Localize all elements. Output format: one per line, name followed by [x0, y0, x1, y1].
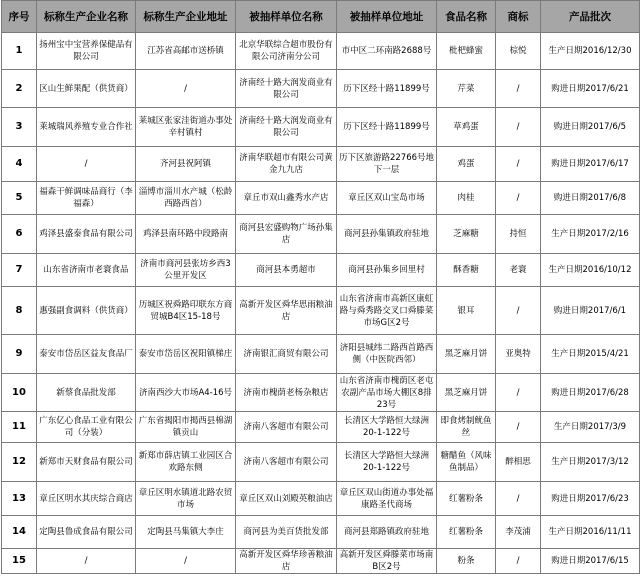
- table-row: [2, 182, 640, 215]
- table-row: [2, 412, 640, 443]
- cell-food-name: 即食烤制鱿鱼丝: [437, 412, 496, 443]
- cell-sampled-unit-name: 商河县为美百货批发部: [236, 516, 337, 549]
- cell-food-name: 肉桂: [437, 182, 496, 215]
- cell-producer-address: /: [136, 549, 236, 574]
- table-row: [2, 147, 640, 182]
- table-row: [2, 549, 640, 574]
- cell-batch: 生产日期2017/3/9: [541, 412, 640, 443]
- cell-producer-name: 新郑市天财食品有限公司: [37, 443, 136, 482]
- cell-sampled-unit-name: 济南经十路大润发商业有限公司: [236, 70, 337, 108]
- cell-sampled-unit-address: 市中区二环南路2688号: [337, 33, 437, 70]
- table-row: [2, 287, 640, 335]
- table-row: [2, 443, 640, 482]
- cell-producer-name: 定陶县鲁成食品有限公司: [37, 516, 136, 549]
- cell-sampled-unit-address: 商河县郑路镇政府驻地: [337, 516, 437, 549]
- cell-batch: 购进日期2017/6/23: [541, 482, 640, 516]
- cell-producer-address: 历城区祝舜路印联东方商贸城B4区15-18号: [136, 287, 236, 335]
- cell-producer-name: 福森干鲜调味品商行（李福森）: [37, 182, 136, 215]
- cell-batch: 生产日期2015/4/21: [541, 335, 640, 374]
- cell-batch: 购进日期2017/6/21: [541, 70, 640, 108]
- cell-producer-address: 济南西沙大市场A4-16号: [136, 374, 236, 412]
- cell-trademark: /: [496, 412, 541, 443]
- cell-sampled-unit-address: 商河县孙集乡回里村: [337, 254, 437, 287]
- cell-producer-name: 惠强副食调料（供货商）: [37, 287, 136, 335]
- header-sampled-unit-name: 被抽样单位名称: [236, 1, 337, 33]
- cell-sampled-unit-address: 长清区大学路恒大绿洲20-1-122号: [337, 443, 437, 482]
- cell-seq: 10: [2, 374, 37, 412]
- cell-food-name: 芹菜: [437, 70, 496, 108]
- cell-sampled-unit-name: 高新开发区舜华珍善粮油店: [236, 549, 337, 574]
- cell-sampled-unit-name: 商河县本勇超市: [236, 254, 337, 287]
- cell-sampled-unit-name: 济南市槐荫老杨杂粮店: [236, 374, 337, 412]
- cell-seq: 15: [2, 549, 37, 574]
- cell-trademark: 醉相思: [496, 443, 541, 482]
- cell-sampled-unit-address: 历下区经十路11899号: [337, 108, 437, 147]
- cell-trademark: /: [496, 182, 541, 215]
- cell-sampled-unit-address: 历下区旅游路22766号地下一层: [337, 147, 437, 182]
- cell-seq: 2: [2, 70, 37, 108]
- cell-sampled-unit-address: 山东省济南市高新区康虹路与舜秀路交叉口舜滕菜市场G区2号: [337, 287, 437, 335]
- cell-sampled-unit-name: 北京华联综合超市股份有限公司济南分公司: [236, 33, 337, 70]
- table-row: [2, 70, 640, 108]
- cell-seq: 9: [2, 335, 37, 374]
- cell-sampled-unit-address: 章丘区双山街道办事处福康路圣代商场: [337, 482, 437, 516]
- cell-seq: 3: [2, 108, 37, 147]
- cell-seq: 1: [2, 33, 37, 70]
- cell-food-name: 芝麻糖: [437, 215, 496, 254]
- cell-producer-name: /: [37, 549, 136, 574]
- table-row: [2, 33, 640, 70]
- table-row: [2, 254, 640, 287]
- cell-food-name: 枇杷蜂蜜: [437, 33, 496, 70]
- cell-sampled-unit-address: 商河县孙集镇政府驻地: [337, 215, 437, 254]
- cell-trademark: 持恒: [496, 215, 541, 254]
- cell-producer-name: 新蔡食品批发部: [37, 374, 136, 412]
- cell-producer-address: 齐河县祝阿镇: [136, 147, 236, 182]
- header-producer-name: 标称生产企业名称: [37, 1, 136, 33]
- cell-trademark: /: [496, 147, 541, 182]
- cell-trademark: 亚奥特: [496, 335, 541, 374]
- cell-seq: 12: [2, 443, 37, 482]
- cell-trademark: /: [496, 482, 541, 516]
- cell-batch: 购进日期2017/6/15: [541, 549, 640, 574]
- cell-seq: 14: [2, 516, 37, 549]
- header-trademark: 商标: [496, 1, 541, 33]
- cell-sampled-unit-address: 济阳县城纬二路西首路西侧（中医院西邻）: [337, 335, 437, 374]
- cell-batch: 购进日期2017/6/8: [541, 182, 640, 215]
- cell-trademark: /: [496, 549, 541, 574]
- header-seq: 序号: [2, 1, 37, 33]
- cell-food-name: 黑芝麻月饼: [437, 374, 496, 412]
- cell-food-name: 黑芝麻月饼: [437, 335, 496, 374]
- cell-producer-address: 鸡泽县南环路中段路南: [136, 215, 236, 254]
- cell-food-name: 草鸡蛋: [437, 108, 496, 147]
- cell-batch: 生产日期2017/2/16: [541, 215, 640, 254]
- cell-producer-name: 泰安市岱岳区益友食品厂: [37, 335, 136, 374]
- cell-sampled-unit-name: 济南经十路大润发商业有限公司: [236, 108, 337, 147]
- cell-food-name: 鸡蛋: [437, 147, 496, 182]
- cell-trademark: /: [496, 108, 541, 147]
- table-row: [2, 108, 640, 147]
- cell-sampled-unit-address: 章丘区双山宝岛市场: [337, 182, 437, 215]
- cell-food-name: 红薯粉条: [437, 516, 496, 549]
- cell-batch: 生产日期2016/11/11: [541, 516, 640, 549]
- cell-producer-address: 江苏省高邮市送桥镇: [136, 33, 236, 70]
- cell-producer-name: 鸡泽县盛泰食品有限公司: [37, 215, 136, 254]
- cell-seq: 7: [2, 254, 37, 287]
- cell-producer-address: /: [136, 70, 236, 108]
- table-row: [2, 374, 640, 412]
- header-sampled-unit-address: 被抽样单位地址: [337, 1, 437, 33]
- cell-batch: 生产日期2017/3/12: [541, 443, 640, 482]
- cell-sampled-unit-name: 济南八客超市有限公司: [236, 412, 337, 443]
- cell-producer-name: 扬州宝中宝营养保健品有限公司: [37, 33, 136, 70]
- table-row: [2, 482, 640, 516]
- header-row: [2, 1, 640, 33]
- cell-producer-name: 广东亿心食品工业有限公司（分装）: [37, 412, 136, 443]
- cell-seq: 13: [2, 482, 37, 516]
- header-producer-address: 标称生产企业地址: [136, 1, 236, 33]
- cell-sampled-unit-name: 商河县宏盛购物广场孙集店: [236, 215, 337, 254]
- cell-sampled-unit-address: 高新开发区舜滕菜市场南B区2号: [337, 549, 437, 574]
- cell-sampled-unit-name: 高新开发区舜华思雨粮油店: [236, 287, 337, 335]
- cell-sampled-unit-address: 长清区大学路恒大绿洲20-1-122号: [337, 412, 437, 443]
- cell-producer-address: 莱城区张家洼街道办事处辛村镇村: [136, 108, 236, 147]
- cell-seq: 6: [2, 215, 37, 254]
- cell-batch: 购进日期2017/6/17: [541, 147, 640, 182]
- cell-trademark: 老寰: [496, 254, 541, 287]
- cell-sampled-unit-address: 山东省济南市槐荫区老屯农副产品市场大棚区8排23号: [337, 374, 437, 412]
- cell-food-name: 糖醋鱼（风味鱼制品）: [437, 443, 496, 482]
- cell-sampled-unit-name: 济南八客超市有限公司: [236, 443, 337, 482]
- cell-producer-address: 泰安市岱岳区祝阳镇梯庄: [136, 335, 236, 374]
- cell-producer-address: 章丘区明水镇道北路农贸市场: [136, 482, 236, 516]
- cell-batch: 购进日期2017/6/28: [541, 374, 640, 412]
- cell-producer-address: 淄博市淄川水产城（松龄西路西首）: [136, 182, 236, 215]
- cell-sampled-unit-name: 章丘市双山鑫秀水产店: [236, 182, 337, 215]
- cell-batch: 生产日期2016/12/30: [541, 33, 640, 70]
- cell-sampled-unit-name: 济南华联超市有限公司黄金九九店: [236, 147, 337, 182]
- cell-producer-name: 山东省济南市老寰食品: [37, 254, 136, 287]
- cell-food-name: 银耳: [437, 287, 496, 335]
- cell-trademark: 棕悦: [496, 33, 541, 70]
- cell-trademark: /: [496, 374, 541, 412]
- cell-seq: 5: [2, 182, 37, 215]
- table-row: [2, 215, 640, 254]
- table-row: [2, 335, 640, 374]
- cell-sampled-unit-name: 章丘区双山刘殿英粮油店: [236, 482, 337, 516]
- cell-sampled-unit-name: 济南银汇商贸有限公司: [236, 335, 337, 374]
- cell-seq: 11: [2, 412, 37, 443]
- cell-producer-name: 区山生鲜果配（供货商）: [37, 70, 136, 108]
- cell-trademark: /: [496, 287, 541, 335]
- cell-food-name: 酥香糖: [437, 254, 496, 287]
- header-food-name: 食品名称: [437, 1, 496, 33]
- cell-sampled-unit-address: 历下区经十路11899号: [337, 70, 437, 108]
- cell-food-name: 红薯粉条: [437, 482, 496, 516]
- cell-batch: 购进日期2017/6/1: [541, 287, 640, 335]
- cell-producer-address: 济南市商河县张坊乡西3公里开发区: [136, 254, 236, 287]
- cell-batch: 购进日期2017/6/5: [541, 108, 640, 147]
- cell-producer-address: 新郑市薛店镇工业园区合欢路东侧: [136, 443, 236, 482]
- cell-producer-address: 广东省揭阳市揭西县棉湖镇贡山: [136, 412, 236, 443]
- cell-seq: 4: [2, 147, 37, 182]
- cell-trademark: /: [496, 70, 541, 108]
- cell-food-name: 粉条: [437, 549, 496, 574]
- cell-producer-name: /: [37, 147, 136, 182]
- cell-trademark: 李茂浦: [496, 516, 541, 549]
- table-row: [2, 516, 640, 549]
- cell-producer-name: 莱城瑞风养殖专业合作社: [37, 108, 136, 147]
- header-batch: 产品批次: [541, 1, 640, 33]
- sampling-results-table: [1, 0, 640, 574]
- cell-seq: 8: [2, 287, 37, 335]
- cell-producer-name: 章丘区明水其庆综合商店: [37, 482, 136, 516]
- cell-producer-address: 定陶县马集镇大李庄: [136, 516, 236, 549]
- cell-batch: 生产日期2016/10/12: [541, 254, 640, 287]
